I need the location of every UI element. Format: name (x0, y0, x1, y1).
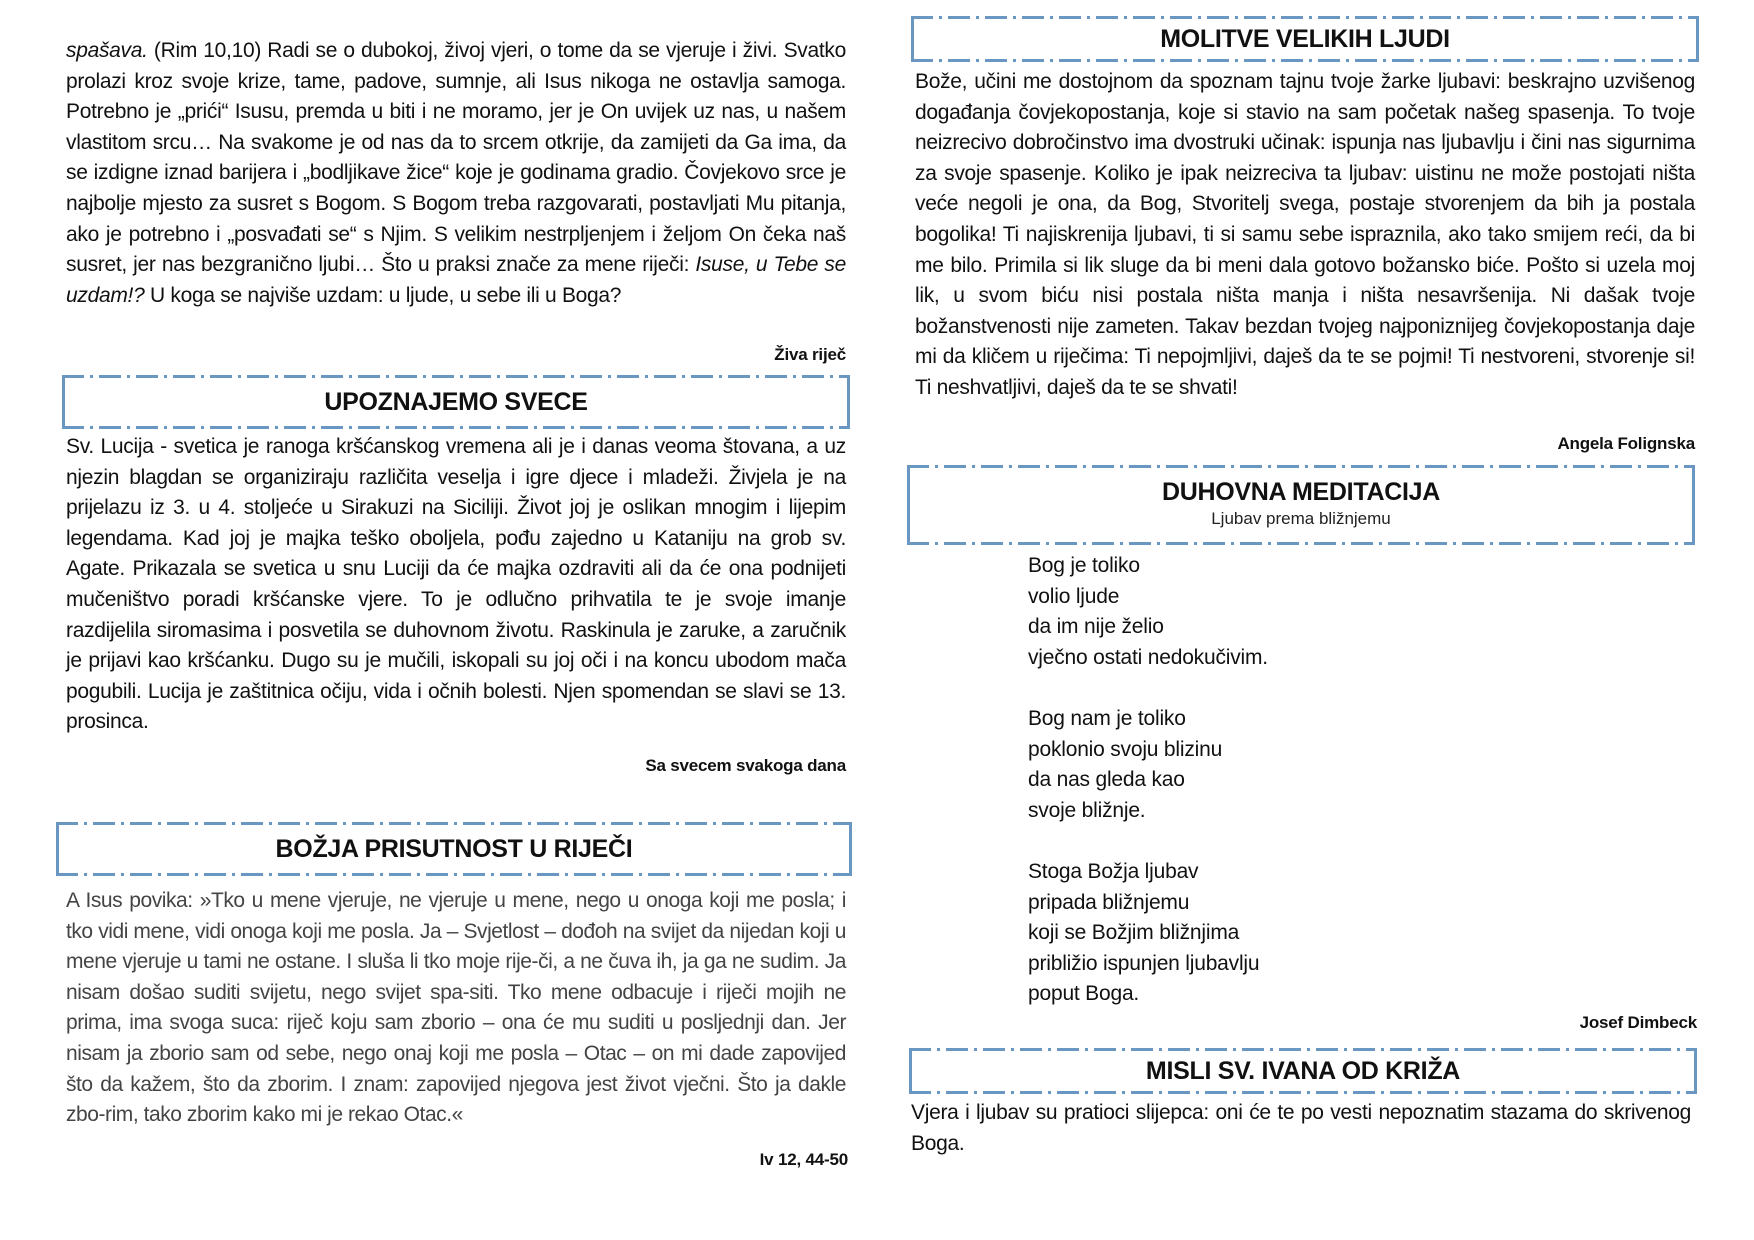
poem-line: koji se Božjim bližnjima (1028, 921, 1240, 945)
scripture-paragraph: A Isus povika: »Tko u mene vjeruje, ne vjeruje u mene, nego u onoga koji me posla; i tko vidi mene, vidi onoga koji me posla. Ja – Svjetlost – dođoh na svijet da nijedan koji u mene vjeruje u tami ne ostane. I sluša li tko moje rije-či, a ne čuva ih, ja ga ne sudim. Ja nisam došao suditi svijetu, nego svijet spa-siti. Tko mene odbacuje i riječi mojih ne prima, ima svoga suca: riječ koju sam zborio – ona će mu suditi u posljednji dan. Jer nisam ja zborio sam od sebe, nego onaj koji me posla – Otac – on mi dade zapovijed što da kažem, što da zborim. I znam: zapovijed njegova jest život vječni. Što ja dakle zbo-rim, tako zborim kako mi je rekao Otac.« (66, 889, 846, 1127)
saints-source: Sa svecem svakoga dana (645, 756, 846, 775)
meditation-poem (1028, 551, 1268, 1010)
poem-line: približio ispunjen ljubavlju (1028, 951, 1260, 975)
poem-line: Bog je toliko (1028, 554, 1140, 577)
section-title-thoughts: MISLI SV. IVANA OD KRIŽA (1145, 1057, 1461, 1085)
section-title-prayers: MOLITVE VELIKIH LJUDI (1160, 25, 1450, 53)
word-header-box (56, 822, 852, 876)
section-title-saints: UPOZNAJEMO SVECE (324, 388, 588, 416)
section-title-meditation: DUHOVNA MEDITACIJA (1162, 478, 1440, 506)
thoughts-header-box (909, 1048, 1697, 1094)
section-subtitle-meditation: Ljubav prema bližnjemu (1211, 509, 1391, 528)
box-border-right (1696, 19, 1699, 59)
box-border-left (909, 1051, 912, 1091)
prayers-header-box (911, 16, 1699, 62)
thoughts-paragraph: Vjera i ljubav su pratioci slijepca: oni će te po vesti nepoznatim stazama do skrivenog Boga. (911, 1101, 1691, 1155)
intro-paragraph (66, 36, 846, 311)
box-border-left (911, 19, 914, 59)
intro-italic-start: spašava. (66, 39, 148, 62)
box-border-right (1694, 1051, 1697, 1091)
poem-line: da im nije želio (1028, 615, 1164, 639)
saints-paragraph: Sv. Lucija - svetica je ranoga kršćanskog vremena ali je i danas veoma štovana, a uz njezin blagdan se organiziraju različita veselja i igre djece i mladeži. Živjela je na prijelazu iz 3. u 4. stoljeće u Sirakuzi na Siciliji. Život joj je oslikan mnogim i lijepim legendama. Kad joj je majka teško oboljela, pođu zajedno u Kataniju na grob sv. Agate. Prikazala se svetica u snu Luciji da će majka ozdraviti ali da će ona podnijeti mučeništvo poradi kršćanske vjere. To je odlučno prihvatila te je svoje imanje razdijelila siromasima i posvetila se duhovnom životu. Raskinula je zaruke, a zaručnik je prijavi kao kršćanku. Dugo su je mučili, iskopali su joj oči i na koncu ubodom mača pogubili. Lucija je zaštitnica očiju, vida i očnih bolesti. Njen spomendan se slavi se 13. prosinca. (66, 435, 846, 734)
box-border-right (1692, 468, 1695, 542)
poem-line: poklonio svoju blizinu (1028, 737, 1223, 761)
poem-line: svoje bližnje. (1028, 798, 1146, 822)
poem-line: Bog nam je toliko (1028, 706, 1186, 730)
scripture-source: Iv 12, 44-50 (759, 1150, 848, 1169)
prayers-source: Angela Folignska (1557, 434, 1695, 453)
poem-line: da nas gleda kao (1028, 768, 1185, 792)
intro-text: (Rim 10,10) Radi se o dubokoj, živoj vjeri, o tome da se vjeruje i živi. Svatko prolazi kroz svoje krize, tame, padove, sumnje, ali Isus nikoga ne ostavlja samoga. Potrebno je „prići“ Isusu, premda u biti i ne moramo, jer je On uvijek uz nas, u našem vlastitom srcu… Na svakome je od nas da to srcem otkrije, da zamijeti da Ga ima, da se izdigne iznad barijera i „bodljikave žice“ koje je godinama gradio. Čovjekovo srce je najbolje mjesto za susret s Bogom. S Bogom treba razgovarati, postavljati Mu pitanja, ako je potrebno i „posvađati se“ s Njim. S velikim nestrpljenjem i željom On čeka naš susret, jer nas bezgranično ljubi… Što u praksi znače za mene riječi: (66, 39, 846, 277)
box-border-left (62, 378, 65, 426)
meditation-source: Josef Dimbeck (1579, 1013, 1697, 1032)
poem-line: vječno ostati nedokučivim. (1028, 645, 1268, 669)
poem-line: poput Boga. (1028, 982, 1140, 1006)
poem-line: volio ljude (1028, 584, 1120, 608)
box-border-left (907, 468, 910, 542)
poem-line: Stoga Božja ljubav (1028, 859, 1199, 883)
poem-line: pripada bližnjemu (1028, 890, 1190, 914)
intro-italic-quote: Isuse, u Tebe se uzdam!? (66, 253, 847, 307)
intro-source: Živa riječ (774, 345, 846, 364)
intro-text-end: U koga se najviše uzdam: u ljude, u sebe ili u Boga? (144, 283, 622, 307)
box-border-left (56, 825, 59, 873)
section-title-word: BOŽJA PRISUTNOST U RIJEČI (275, 835, 633, 863)
saints-header-box (62, 375, 850, 429)
poem-stanza-break (1028, 826, 1268, 857)
box-border-right (847, 378, 850, 426)
prayers-paragraph: Bože, učini me dostojnom da spoznam tajnu tvoje žarke ljubavi: beskrajno uzvišenog događanja čovjekopostanja, koje si stavio na sam početak našeg spasenja. To tvoje neizrecivo dobročinstvo ima dvostruki učinak: ispunja nas ljubavlju i čini nas sigurnima za svoje spasenje. Koliko je ipak neizreciva ta ljubav: uistinu ne može postojati ništa veće negoli je ona, da Bog, Stvoritelj svega, postaje stvorenjem da bih ja postala bogolika! Ti najiskrenija ljubavi, ti si samu sebe ispraznila, ako tako smijem reći, da bi me bilo. Primila si lik sluge da bi meni dala gotovo božansko biće. Pošto si uzela moj lik, u svom biću nisi postala ništa manja i ništa nesavršenija. Ni dašak tvoje božanstvenosti nije zameten. Takav bezdan tvojeg najponiznijeg čovjekopostanja daje mi da kličem u riječima: Ti nepojmljivi, daješ da te se pojmi! Ti nestvoreni, stvorenje si! Ti neshvatljivi, daješ da te se shvati! (915, 70, 1695, 399)
poem-stanza-break (1028, 673, 1268, 704)
box-border-right (849, 825, 852, 873)
meditation-header-box (907, 465, 1695, 545)
